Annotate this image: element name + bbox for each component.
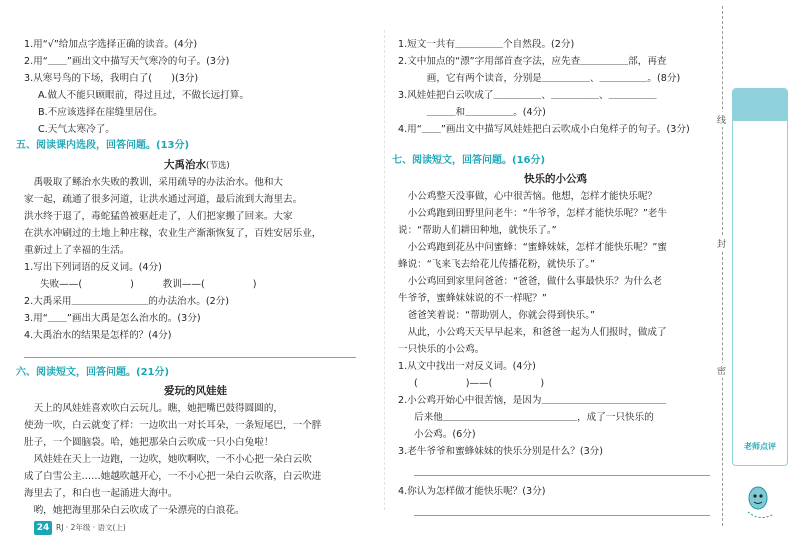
answer-line[interactable]: 失败——( ) 教训——( ) <box>40 279 257 290</box>
binding-char: 线 <box>717 112 726 127</box>
binding-line <box>722 6 723 526</box>
question: 画，它有两个读音，分别是＿＿＿＿＿、＿＿＿＿＿。(8分) <box>398 73 681 84</box>
passage-line: 小公鸡回到家里问爸爸：“爸爸，做什么事最快乐？为什么老 <box>398 276 663 287</box>
question: 1.用“√”给加点字选择正确的读音。(4分) <box>24 39 198 50</box>
question: 1.短文一共有＿＿＿＿＿个自然段。(2分) <box>398 39 575 50</box>
passage-line: 家一起，疏通了很多河道，让洪水通过河道，最后流到大海里去。 <box>24 194 303 205</box>
passage-line: 在洪水冲刷过的土地上种庄稼，农业生产渐渐恢复了，百姓安居乐业， <box>24 228 322 239</box>
passage-line: 说：“帮助人们耕田种地，就快乐了。” <box>398 225 557 236</box>
question: 4.你认为怎样做才能快乐呢？(3分) <box>398 486 546 497</box>
passage-line: 洪水终于退了，毒蛇猛兽被驱赶走了，人们把家搬了回来。大家 <box>24 211 293 222</box>
passage-line: 一只快乐的小公鸡。 <box>398 344 485 355</box>
question: 后来他＿＿＿＿＿＿＿＿＿＿＿＿＿＿，成了一只快乐的 <box>414 412 654 423</box>
passage-line: 风娃娃在天上一边跑，一边吹，她吹啊吹，一不小心把一朵白云吹 <box>24 454 312 465</box>
passage-line: 爸爸笑着说：“帮助别人，你就会得到快乐。” <box>398 310 596 321</box>
question: 1.从文中找出一对反义词。(4分) <box>398 361 536 372</box>
question: 3.老牛爷爷和蜜蜂妹妹的快乐分别是什么？(3分) <box>398 446 604 457</box>
section-heading-5: 五、阅读课内选段，回答问题。(13分) <box>16 140 190 151</box>
passage-title: 大禹治水(节选) <box>164 159 230 171</box>
teacher-comment-box[interactable] <box>732 88 788 466</box>
section-heading-6: 六、阅读短文，回答问题。(21分) <box>16 367 170 378</box>
question: 2.用“＿＿”画出文中描写天气寒冷的句子。(3分) <box>24 56 230 67</box>
section-heading-7: 七、阅读短文，回答问题。(16分) <box>392 155 546 166</box>
passage-line: 牛爷爷，蜜蜂妹妹说的不一样呢？” <box>398 293 547 304</box>
question: 3.用“＿＿”画出大禹是怎么治水的。(3分) <box>24 313 201 324</box>
passage-line: 哟，她把海里那朵白云吹成了一朵漂亮的白浪花。 <box>24 505 245 516</box>
option-a: A.做人不能只顾眼前，得过且过，不做长远打算。 <box>38 90 249 101</box>
footer-text: RJ · 2年级 · 语文(上) <box>56 523 126 532</box>
binding-char: 密 <box>717 363 726 378</box>
passage-line: 小公鸡跑到花丛中问蜜蜂：“蜜蜂妹妹，怎样才能快乐呢？”蜜 <box>398 242 667 253</box>
option-c: C.天气太寒冷了。 <box>38 124 115 135</box>
question: 3.风娃娃把白云吹成了＿＿＿＿＿、＿＿＿＿＿、＿＿＿＿＿ <box>398 90 657 101</box>
passage-line: 肚子，一个圆脑袋。哈，她把那朵白云吹成一只小白兔啦！ <box>24 437 274 448</box>
passage-line: 从此，小公鸡天天早早起来，和爸爸一起为人们报时，做成了 <box>398 327 667 338</box>
passage-line: 蜂说：“飞来飞去给花儿传播花粉，就快乐了。” <box>398 259 596 270</box>
passage-title: 爱玩的风娃娃 <box>164 385 227 397</box>
column-divider <box>384 30 385 510</box>
question: 2.大禹采用＿＿＿＿＿＿＿＿的办法治水。(2分) <box>24 296 230 307</box>
question: ＿＿＿和＿＿＿＿＿。(4分) <box>398 107 546 118</box>
passage-line: 小公鸡整天没事做，心中很苦恼。他想，怎样才能快乐呢？ <box>398 191 658 202</box>
question: 2.小公鸡开始心中很苦恼，是因为＿＿＿＿＿＿＿＿＿＿＿＿＿ <box>398 395 667 406</box>
question: 3.从寒号鸟的下场，我明白了( )(3分) <box>24 73 199 84</box>
question: 小公鸡。(6分) <box>414 429 476 440</box>
passage-line: 重新过上了幸福的生活。 <box>24 245 130 256</box>
passage-line: 禹吸取了鲧治水失败的教训，采用疏导的办法治水。他和大 <box>24 177 284 188</box>
binding-char: 封 <box>717 236 726 251</box>
question: 1.写出下列词语的反义词。(4分) <box>24 262 162 273</box>
answer-line[interactable]: ( )——( ) <box>414 378 545 389</box>
answer-line[interactable] <box>414 475 710 476</box>
passage-line: 海里去了，和白也一起涌进大海中。 <box>24 488 178 499</box>
mascot-icon <box>738 478 782 524</box>
passage-title: 快乐的小公鸡 <box>524 173 587 185</box>
teacher-comment-label: 老师点评 <box>744 442 776 451</box>
passage-line: 使劲一吹，白云就变了样：一边吹出一对长耳朵，一条短尾巴，一个胖 <box>24 420 322 431</box>
question: 4.用“＿＿”画出文中描写风娃娃把白云吹成小白兔样子的句子。(3分) <box>398 124 690 135</box>
passage-line: 小公鸡跑到田野里问老牛：“牛爷爷，怎样才能快乐呢？”老牛 <box>398 208 667 219</box>
teacher-comment-header <box>733 89 787 121</box>
question: 4.大禹治水的结果是怎样的？(4分) <box>24 330 172 341</box>
page-number: 24 <box>34 521 52 535</box>
answer-line[interactable] <box>414 515 710 516</box>
passage-line: 成了白雪公主……她越吹越开心，一不小心把一朵白云吹落，白云吹进 <box>24 471 322 482</box>
option-b: B.不应该选择在崖缝里居住。 <box>38 107 163 118</box>
passage-line: 天上的风娃娃喜欢吹白云玩儿。瞧，她把嘴巴鼓得圆圆的， <box>24 403 284 414</box>
answer-line[interactable] <box>24 357 356 358</box>
question: 2.文中加点的“漂”字用部首查字法，应先查＿＿＿＿＿部，再查 <box>398 56 667 67</box>
